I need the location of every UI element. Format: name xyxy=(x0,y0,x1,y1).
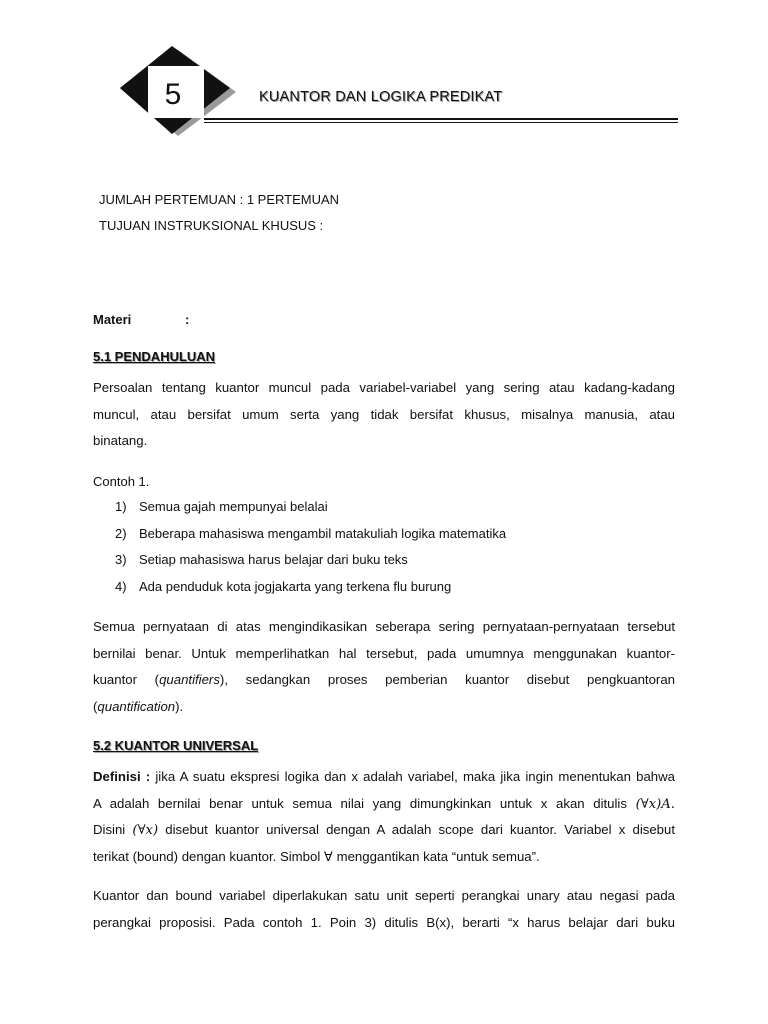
materi-colon: : xyxy=(185,312,190,327)
objectives-label: TUJUAN INSTRUKSIONAL KHUSUS : xyxy=(99,218,324,233)
chapter-number-badge xyxy=(118,44,242,140)
meetings-count: JUMLAH PERTEMUAN : 1 PERTEMUAN xyxy=(99,192,340,207)
list-item: 4) Ada penduduk kota jogjakarta yang terkena flu burung xyxy=(115,578,452,594)
header-rule-thick xyxy=(204,118,678,120)
section-heading-5-2: 5.2 KUANTOR UNIVERSAL xyxy=(93,738,259,753)
chapter-number: 5 xyxy=(164,78,182,111)
header-rule-thin xyxy=(204,122,678,123)
materi-label: Materi xyxy=(93,312,132,327)
bound-variable-paragraph: Kuantor dan bound variabel diperlakukan satu unit seperti perangkai unary atau negasi pada perangkai proposisi. Pada contoh 1. Poin 3) ditulis B(x), berarti “x harus belajar dari buku xyxy=(93,888,675,930)
section-heading-5-1: 5.1 PENDAHULUAN xyxy=(93,349,216,364)
list-item: 3) Setiap mahasiswa harus belajar dari buku teks xyxy=(115,552,408,567)
list-item: 1) Semua gajah mempunyai belalai xyxy=(115,499,328,514)
example-list xyxy=(115,494,506,600)
intro-paragraph xyxy=(93,375,675,455)
example-label: Contoh 1. xyxy=(93,474,150,489)
intro-line: Persoalan tentang kuantor muncul pada variabel-variabel yang sering atau kadang-kadang xyxy=(93,380,675,395)
definition-paragraph: Definisi : jika A suatu ekspresi logika dan x adalah variabel, maka jika ingin menentukan bahwa A adalah bernilai benar untuk semua nilai yang dimungkinkan untuk x akan ditulis (∀x)A. Disini (∀x) disebut kuantor universal dengan A adalah scope dari kuantor. Variabel x disebut terikat (bound) dengan kuantor. Simbol ∀ menggantikan kata “untuk semua”. xyxy=(93,769,676,864)
chapter-title: KUANTOR DAN LOGIKA PREDIKAT xyxy=(259,89,503,105)
intro-line: muncul, atau bersifat umum serta yang tidak bersifat khusus, misalnya manusia, atau xyxy=(93,406,675,422)
intro-line: binatang. xyxy=(93,433,148,448)
summary-paragraph: Semua pernyataan di atas mengindikasikan seberapa sering pernyataan-pernyataan tersebut bernilai benar. Untuk memperlihatkan hal tersebut, pada umumnya menggunakan kuantor- kuantor (quantifiers), sedangkan proses pemberian kuantor disebut pengkuantoran (quantification). xyxy=(93,619,675,714)
list-item: 2) Beberapa mahasiswa mengambil matakuliah logika matematika xyxy=(115,525,507,541)
